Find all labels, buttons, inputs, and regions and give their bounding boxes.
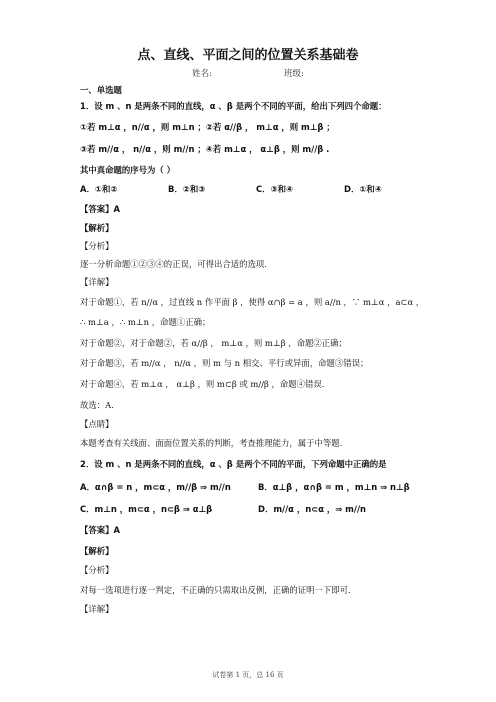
section-heading: 一、单选题 [80,85,122,95]
q1-dianjing-heading: 【点睛】 [80,419,114,429]
q2-fenxi-heading: 【分析】 [80,565,114,575]
q1-analysis-heading: 【解析】 [80,223,114,233]
q2-analysis-heading: 【解析】 [80,546,114,556]
q1-fenxi-text: 逐一分析命题①②③④的正误，可得出合适的选项. [80,259,267,269]
q1-answer: 【答案】A [80,204,120,214]
q1-dianjing-text: 本题考查有关线面、面面位置关系的判断，考查推理能力，属于中等题. [80,438,343,448]
page-footer: 试卷第 1 页，总 16 页 [212,671,284,679]
class-label: 班级: [284,69,304,79]
name-label: 姓名: [192,69,212,79]
q1-detail-5: 对于命题④，若 m⊥α ， α⊥β ，则 m⊂β 或 m//β ，命题④错误. [80,379,325,389]
q2-option-c: C．m⊥n ，m⊂α ，n⊂β ⇒ α⊥β [80,504,213,514]
q1-detail-3: 对于命题②，对于命题②，若 α//β ， m⊥α ，则 m⊥β ，命题②正确； [80,338,347,348]
q1-option-a: A．①和② [80,184,118,194]
q1-detail-2: ∴ m⊥a ，∴ m⊥n ，命题①正确； [80,317,211,327]
q2-option-a: A．α∩β = n ，m⊂α ，m//β ⇒ m//n [80,482,231,492]
q1-option-b: B．②和③ [168,184,206,194]
q1-ask: 其中真命题的序号为（ ） [80,165,176,175]
q1-detail-4: 对于命题③，若 m//α ， n//α ，则 m 与 n 相交、平行或异面，命题③错误； [80,358,369,368]
q1-xiangjie-heading: 【详解】 [80,277,114,287]
q1-option-c: C．③和④ [256,184,294,194]
q2-option-b: B．α⊥β ，α∩β = m ，m⊥n ⇒ n⊥β [258,482,410,492]
q1-line2: ①若 m⊥α ，n//α ，则 m⊥n ；②若 α//β ， m⊥α ，则 m⊥β ； [80,122,335,132]
q1-conclusion: 故选：A. [80,400,114,410]
q2-xiangjie-heading: 【详解】 [80,604,114,614]
q2-stem: 2．设 m 、n 是两条不同的直线，α 、β 是两个不同的平面，下列命题中正确的是 [80,459,387,469]
q1-detail-1: 对于命题①，若 n//α ，过直线 n 作平面 β ，使得 α∩β = a ，则 a//n ，∵ m⊥α ，a⊂α ， [80,297,425,307]
q1-stem: 1．设 m 、n 是两条不同的直线，α 、β 是两个不同的平面，给出下列四个命题： [80,101,387,111]
q1-line3: ③若 m//α ， n//α ，则 m//n ；④若 m⊥α ， α⊥β ，则 m//β . [80,144,330,154]
q2-answer: 【答案】A [80,525,120,535]
q1-option-d: D．①和④ [344,184,382,194]
page-title: 点、直线、平面之间的位置关系基础卷 [137,48,359,63]
q2-option-d: D．m//α ，n⊂α ，⇒ m//n [258,504,366,514]
q1-fenxi-heading: 【分析】 [80,241,114,251]
q2-fenxi-text: 对每一选项进行逐一判定，不正确的只需取出反例，正确的证明一下即可. [80,585,351,595]
name-class-row [0,67,496,79]
